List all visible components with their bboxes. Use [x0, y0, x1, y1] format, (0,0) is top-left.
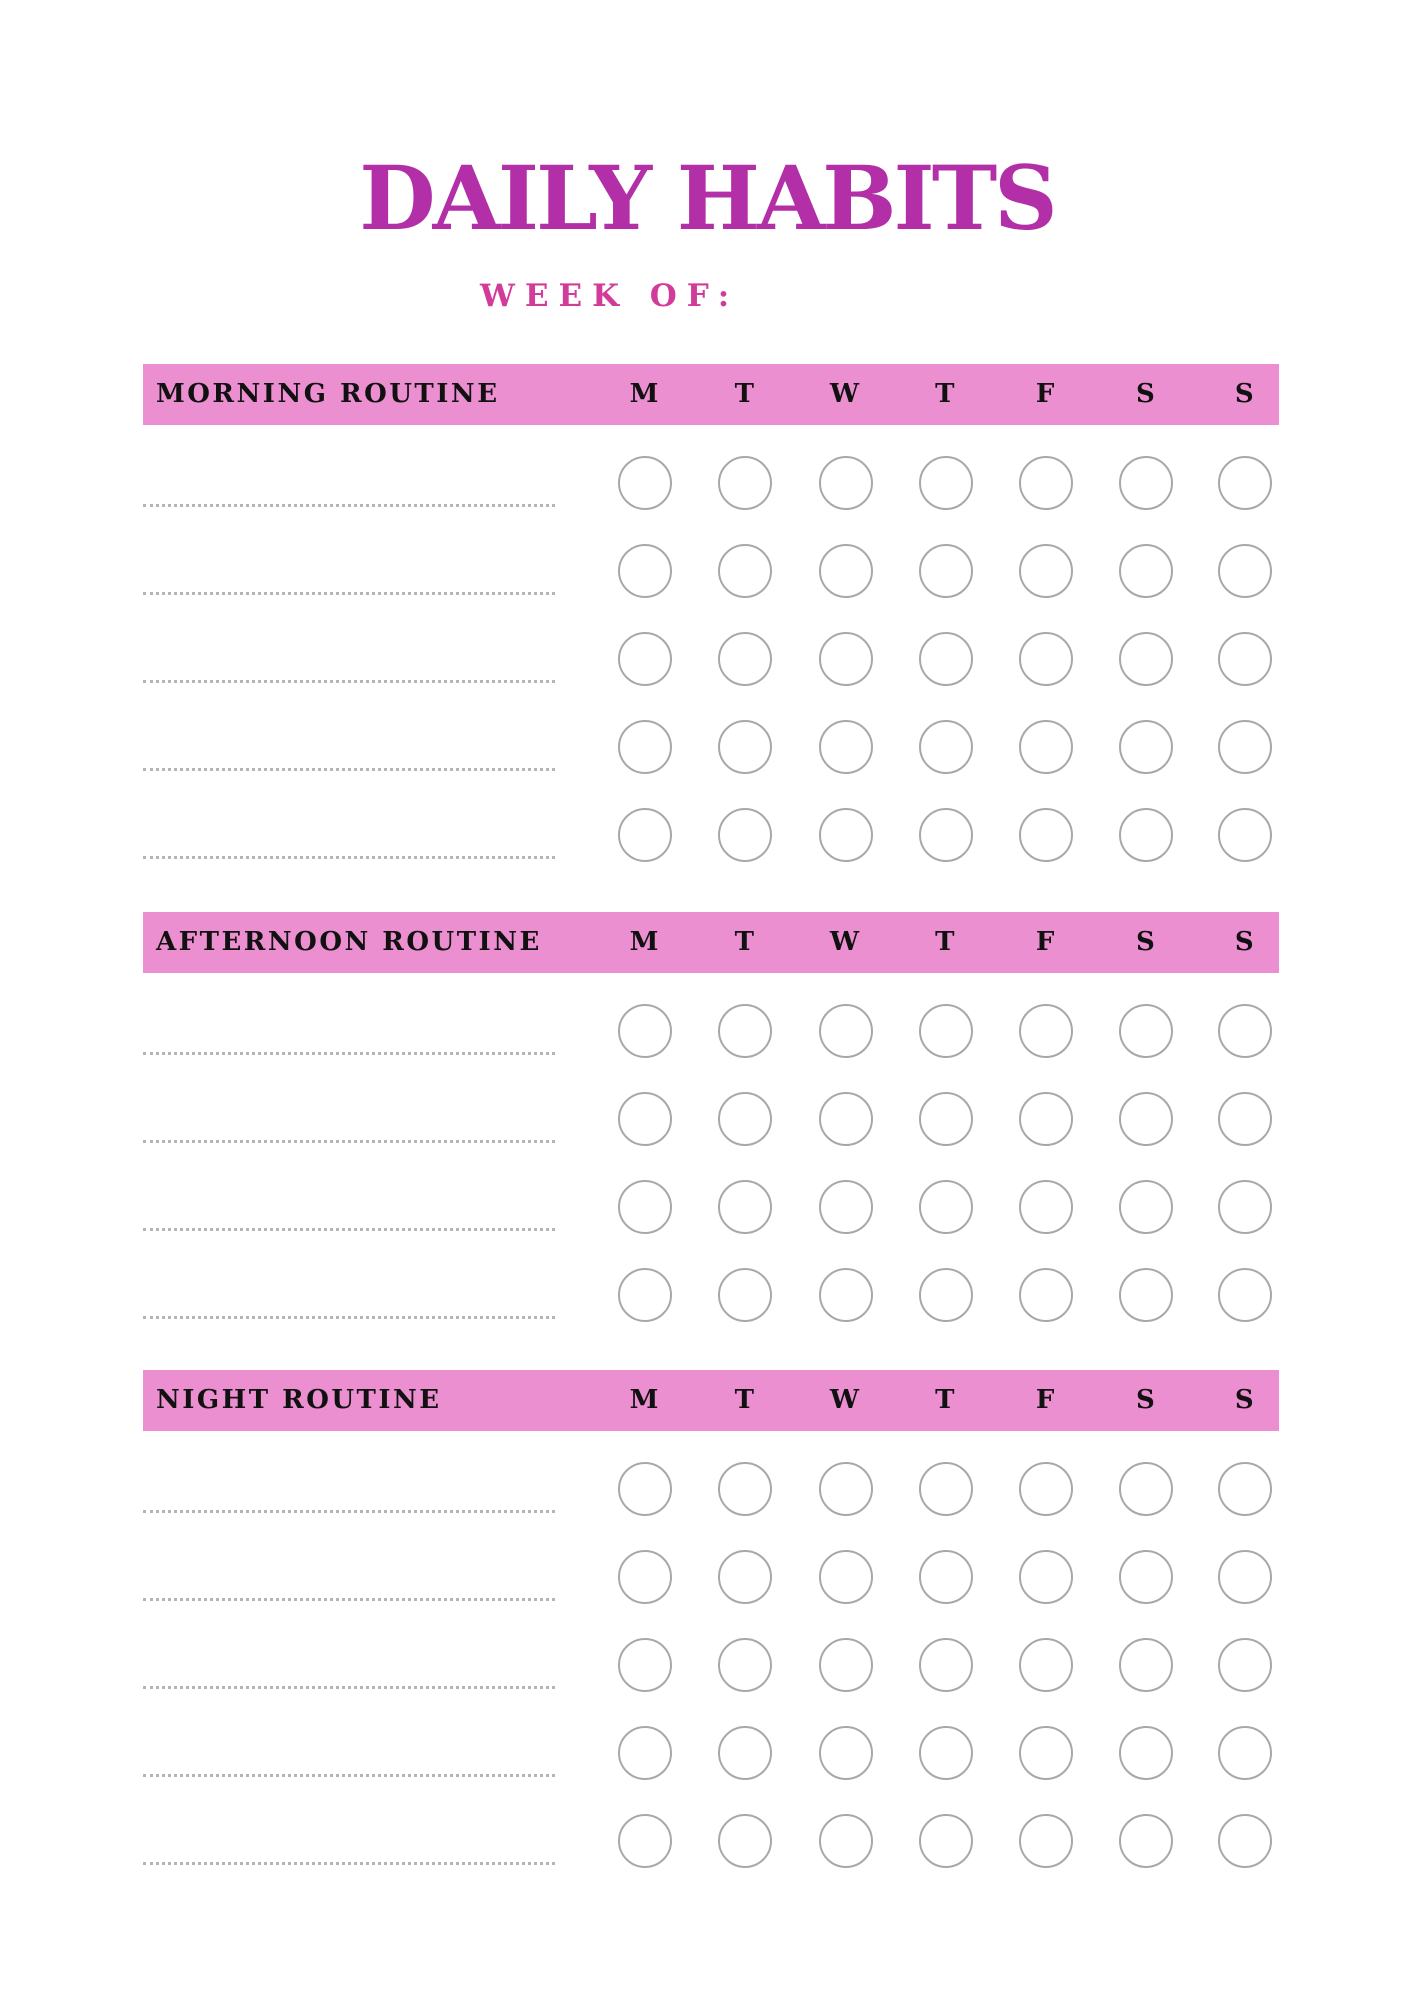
day-label: M [629, 379, 659, 409]
day-checkbox[interactable] [1218, 1004, 1272, 1058]
day-label: S [1135, 1385, 1155, 1415]
habit-row [143, 1237, 1279, 1325]
day-checkbox[interactable] [1119, 1638, 1173, 1692]
day-label: W [829, 1385, 860, 1415]
day-label: W [829, 927, 860, 957]
day-label: M [629, 927, 659, 957]
day-checkbox[interactable] [819, 632, 873, 686]
day-checkbox[interactable] [1019, 1268, 1073, 1322]
day-checkbox[interactable] [618, 456, 672, 510]
day-checkbox[interactable] [718, 1180, 772, 1234]
day-checkbox[interactable] [1119, 1814, 1173, 1868]
day-checkbox[interactable] [618, 1638, 672, 1692]
day-checkbox[interactable] [1019, 632, 1073, 686]
day-checkbox[interactable] [718, 632, 772, 686]
day-checkbox[interactable] [1119, 1462, 1173, 1516]
day-checkbox[interactable] [1019, 544, 1073, 598]
day-checkbox[interactable] [1119, 808, 1173, 862]
day-checkbox[interactable] [718, 1550, 772, 1604]
day-checkbox[interactable] [819, 720, 873, 774]
day-checkbox[interactable] [819, 456, 873, 510]
habit-row [143, 777, 1279, 865]
day-checkbox[interactable] [618, 1092, 672, 1146]
day-checkbox[interactable] [1119, 1268, 1173, 1322]
day-checkbox[interactable] [819, 1550, 873, 1604]
day-label: F [1035, 1385, 1055, 1415]
day-checkbox[interactable] [1218, 1726, 1272, 1780]
day-label: S [1135, 927, 1155, 957]
day-checkbox[interactable] [1019, 1004, 1073, 1058]
habit-row [143, 1431, 1279, 1519]
day-checkbox[interactable] [819, 1180, 873, 1234]
day-label: S [1135, 379, 1155, 409]
section-title: NIGHT ROUTINE [156, 1385, 442, 1415]
day-checkbox[interactable] [718, 1814, 772, 1868]
day-checkbox[interactable] [1119, 720, 1173, 774]
habit-entry-line[interactable] [143, 1510, 555, 1513]
day-checkbox[interactable] [919, 1004, 973, 1058]
day-checkbox[interactable] [1119, 1180, 1173, 1234]
day-checkbox[interactable] [1019, 1462, 1073, 1516]
day-checkbox[interactable] [618, 544, 672, 598]
habit-row [143, 1607, 1279, 1695]
habit-entry-line[interactable] [143, 1228, 555, 1231]
day-checkbox[interactable] [1019, 1638, 1073, 1692]
day-checkbox[interactable] [1218, 1180, 1272, 1234]
day-checkbox[interactable] [718, 808, 772, 862]
day-checkbox[interactable] [919, 456, 973, 510]
day-label: S [1234, 927, 1254, 957]
routine-section [143, 1370, 1279, 1871]
day-label: T [734, 1385, 754, 1415]
day-checkbox[interactable] [1019, 720, 1073, 774]
day-checkbox[interactable] [618, 808, 672, 862]
day-label: S [1234, 379, 1254, 409]
day-checkbox[interactable] [618, 1550, 672, 1604]
day-checkbox[interactable] [819, 1814, 873, 1868]
day-checkbox[interactable] [819, 544, 873, 598]
day-checkbox[interactable] [1218, 632, 1272, 686]
day-checkbox[interactable] [819, 1462, 873, 1516]
habit-entry-line[interactable] [143, 504, 555, 507]
day-checkbox[interactable] [618, 1004, 672, 1058]
habit-row [143, 1695, 1279, 1783]
day-checkbox[interactable] [718, 1638, 772, 1692]
day-checkbox[interactable] [1119, 1726, 1173, 1780]
habit-entry-line[interactable] [143, 856, 555, 859]
day-label: S [1234, 1385, 1254, 1415]
section-title: MORNING ROUTINE [156, 379, 500, 409]
habit-entry-line[interactable] [143, 1862, 555, 1865]
day-checkbox[interactable] [718, 1004, 772, 1058]
day-checkbox[interactable] [1119, 1550, 1173, 1604]
day-checkbox[interactable] [1218, 1814, 1272, 1868]
day-checkbox[interactable] [718, 544, 772, 598]
day-checkbox[interactable] [1218, 808, 1272, 862]
day-checkbox[interactable] [919, 1638, 973, 1692]
habit-row [143, 513, 1279, 601]
day-checkbox[interactable] [718, 1092, 772, 1146]
day-checkbox[interactable] [919, 1092, 973, 1146]
page-title: DAILY HABITS [359, 146, 1055, 250]
day-checkbox[interactable] [819, 1092, 873, 1146]
habit-entry-line[interactable] [143, 768, 555, 771]
day-checkbox[interactable] [819, 1638, 873, 1692]
day-checkbox[interactable] [1119, 632, 1173, 686]
section-title: AFTERNOON ROUTINE [156, 927, 542, 957]
day-checkbox[interactable] [718, 720, 772, 774]
day-checkbox[interactable] [819, 808, 873, 862]
day-checkbox[interactable] [618, 1814, 672, 1868]
day-checkbox[interactable] [618, 1462, 672, 1516]
habit-row [143, 1519, 1279, 1607]
day-checkbox[interactable] [618, 632, 672, 686]
day-checkbox[interactable] [1019, 456, 1073, 510]
routine-section [143, 364, 1279, 865]
day-checkbox[interactable] [618, 720, 672, 774]
habit-row [143, 601, 1279, 689]
day-checkbox[interactable] [618, 1726, 672, 1780]
day-checkbox[interactable] [1119, 456, 1173, 510]
day-checkbox[interactable] [919, 720, 973, 774]
day-checkbox[interactable] [1119, 1092, 1173, 1146]
habit-row [143, 1149, 1279, 1237]
day-label: T [734, 379, 754, 409]
section-header [143, 912, 1279, 973]
day-checkbox[interactable] [919, 1180, 973, 1234]
day-checkbox[interactable] [819, 1726, 873, 1780]
day-checkbox[interactable] [1119, 544, 1173, 598]
day-checkbox[interactable] [618, 1268, 672, 1322]
day-checkbox[interactable] [1218, 1092, 1272, 1146]
section-header [143, 1370, 1279, 1431]
day-checkbox[interactable] [919, 1268, 973, 1322]
week-of-label: WEEK OF: [480, 278, 740, 314]
day-checkbox[interactable] [1218, 1462, 1272, 1516]
day-checkbox[interactable] [1218, 1638, 1272, 1692]
habit-entry-line[interactable] [143, 1774, 555, 1777]
habit-row [143, 1061, 1279, 1149]
day-checkbox[interactable] [1218, 1550, 1272, 1604]
habit-entry-line[interactable] [143, 1316, 555, 1319]
day-checkbox[interactable] [1218, 720, 1272, 774]
day-label: W [829, 379, 860, 409]
habit-row [143, 973, 1279, 1061]
habit-entry-line[interactable] [143, 1598, 555, 1601]
day-checkbox[interactable] [1218, 456, 1272, 510]
day-checkbox[interactable] [718, 456, 772, 510]
day-checkbox[interactable] [1019, 1814, 1073, 1868]
day-checkbox[interactable] [718, 1268, 772, 1322]
day-checkbox[interactable] [919, 1462, 973, 1516]
day-checkbox[interactable] [919, 632, 973, 686]
section-header [143, 364, 1279, 425]
day-label: T [935, 1385, 955, 1415]
day-checkbox[interactable] [919, 1814, 973, 1868]
day-checkbox[interactable] [919, 544, 973, 598]
day-checkbox[interactable] [1218, 1268, 1272, 1322]
day-checkbox[interactable] [1218, 544, 1272, 598]
day-label: F [1035, 379, 1055, 409]
day-checkbox[interactable] [618, 1180, 672, 1234]
habit-row [143, 425, 1279, 513]
habit-row [143, 689, 1279, 777]
habit-entry-line[interactable] [143, 680, 555, 683]
habit-entry-line[interactable] [143, 1686, 555, 1689]
day-checkbox[interactable] [819, 1268, 873, 1322]
habit-entry-line[interactable] [143, 592, 555, 595]
day-label: F [1035, 927, 1055, 957]
day-label: M [629, 1385, 659, 1415]
day-checkbox[interactable] [919, 1550, 973, 1604]
habit-entry-line[interactable] [143, 1140, 555, 1143]
habit-row [143, 1783, 1279, 1871]
day-label: T [935, 927, 955, 957]
habit-entry-line[interactable] [143, 1052, 555, 1055]
day-checkbox[interactable] [1019, 1726, 1073, 1780]
day-checkbox[interactable] [1119, 1004, 1173, 1058]
day-checkbox[interactable] [919, 808, 973, 862]
day-checkbox[interactable] [1019, 1180, 1073, 1234]
day-checkbox[interactable] [1019, 808, 1073, 862]
day-checkbox[interactable] [1019, 1550, 1073, 1604]
day-label: T [734, 927, 754, 957]
day-checkbox[interactable] [919, 1726, 973, 1780]
routine-section [143, 912, 1279, 1325]
day-label: T [935, 379, 955, 409]
day-checkbox[interactable] [718, 1462, 772, 1516]
day-checkbox[interactable] [1019, 1092, 1073, 1146]
day-checkbox[interactable] [718, 1726, 772, 1780]
day-checkbox[interactable] [819, 1004, 873, 1058]
